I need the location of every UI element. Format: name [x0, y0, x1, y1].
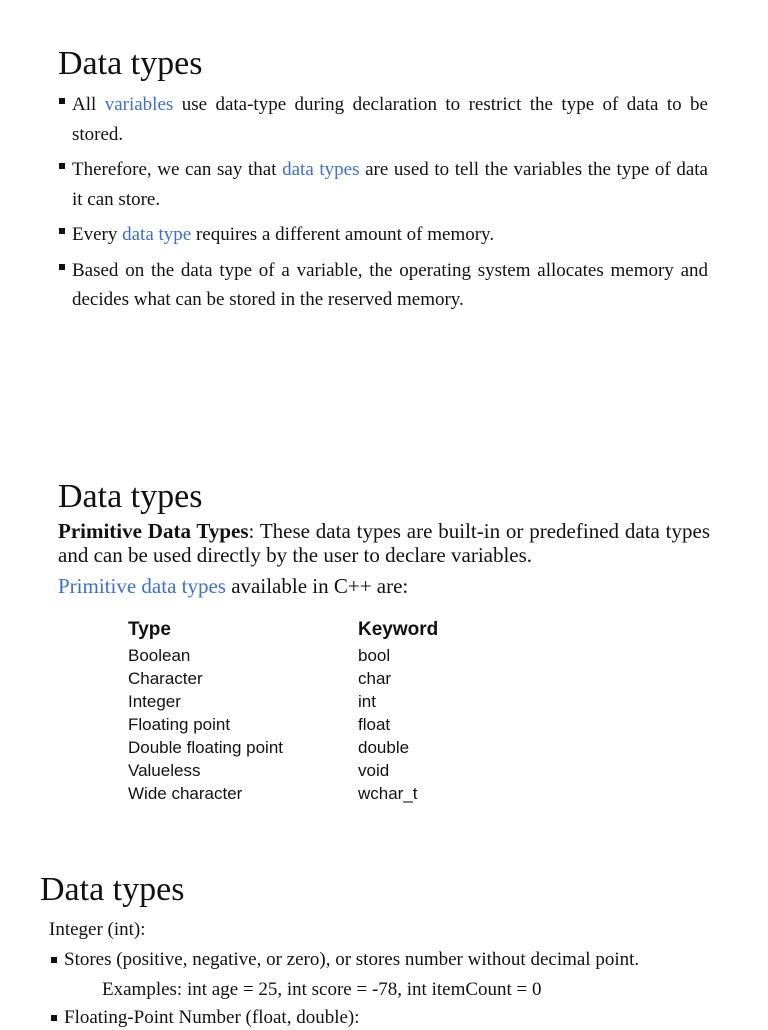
- table-header-row: [128, 616, 438, 644]
- bullet-square-icon: [51, 957, 57, 963]
- bullet-list: [58, 90, 708, 321]
- keyword-cell: float: [358, 714, 391, 734]
- keyword-cell: double: [358, 737, 410, 757]
- primitive-intro: [58, 519, 710, 567]
- table-row: [128, 713, 438, 736]
- available-text: available in C++ are:: [225, 574, 409, 598]
- bullet-square-icon: [59, 228, 65, 234]
- primitive-heading: Primitive Data Types: [58, 519, 249, 543]
- slide-2: [0, 430, 768, 850]
- type-cell: Boolean: [128, 645, 191, 665]
- bullet-text: Floating-Point Number (float, double):: [64, 1007, 360, 1028]
- bullet-square-icon: [59, 98, 65, 104]
- bullet-square-icon: [51, 1015, 57, 1021]
- bullet-text: use data-type during declaration to restrict the type of data to be stored.: [72, 94, 708, 145]
- type-cell: Floating point: [128, 714, 231, 734]
- table-row: [128, 736, 438, 759]
- slide-1: [0, 0, 768, 430]
- table-row: [128, 782, 438, 805]
- table-row: [128, 644, 438, 667]
- bullet-text: Every: [72, 224, 123, 245]
- bullet-text: All: [72, 94, 105, 115]
- primitive-available: [58, 574, 710, 598]
- bullet-item: [58, 256, 708, 315]
- keyword-cell: wchar_t: [358, 783, 418, 803]
- bullet-text: requires a different amount of memory.: [191, 224, 495, 245]
- data-types-link[interactable]: data types: [282, 159, 360, 180]
- integer-examples: Examples: int age = 25, int score = -78, int itemCount = 0: [102, 979, 542, 1000]
- slide-2-title: Data types: [58, 478, 203, 515]
- table-row: [128, 690, 438, 713]
- keyword-cell: void: [358, 760, 390, 780]
- primitive-description: : These data types are built-in or predefined data types and can be used directly by the user to declare variables.: [58, 519, 710, 567]
- bullet-item: [58, 90, 708, 149]
- keyword-cell: bool: [358, 645, 391, 665]
- table-row: [128, 667, 438, 690]
- type-cell: Integer: [128, 691, 181, 711]
- table-row: [128, 759, 438, 782]
- bullet-item: [58, 220, 708, 250]
- data-type-link[interactable]: data type: [122, 224, 192, 245]
- bullet-text: are used to tell the variables the type of data it can store.: [72, 159, 708, 210]
- integer-bullet: [50, 948, 639, 972]
- bullet-square-icon: [59, 264, 65, 270]
- type-cell: Character: [128, 668, 203, 688]
- type-cell: Valueless: [128, 760, 201, 780]
- slide-3: [0, 850, 768, 1028]
- slide-3-title: Data types: [40, 871, 185, 908]
- header-type: Type: [128, 619, 171, 640]
- data-types-table: [128, 616, 438, 805]
- type-cell: Wide character: [128, 783, 243, 803]
- bullet-text: Based on the data type of a variable, the operating system allocates memory and decides what can be stored in the reserved memory.: [72, 259, 708, 310]
- type-cell: Double floating point: [128, 737, 284, 757]
- bullet-text: Therefore, we can say that: [72, 159, 283, 180]
- float-bullet: [50, 1006, 360, 1030]
- header-keyword: Keyword: [358, 619, 439, 640]
- keyword-cell: int: [358, 691, 376, 711]
- bullet-item: [58, 155, 708, 214]
- keyword-cell: char: [358, 668, 392, 688]
- primitive-data-types-link[interactable]: Primitive data types: [58, 574, 226, 598]
- bullet-text: Stores (positive, negative, or zero), or stores number without decimal point.: [64, 949, 640, 970]
- integer-subtitle: Integer (int):: [49, 919, 146, 940]
- bullet-square-icon: [59, 163, 65, 169]
- variables-link[interactable]: variables: [104, 94, 174, 115]
- slide-1-title: Data types: [58, 45, 203, 82]
